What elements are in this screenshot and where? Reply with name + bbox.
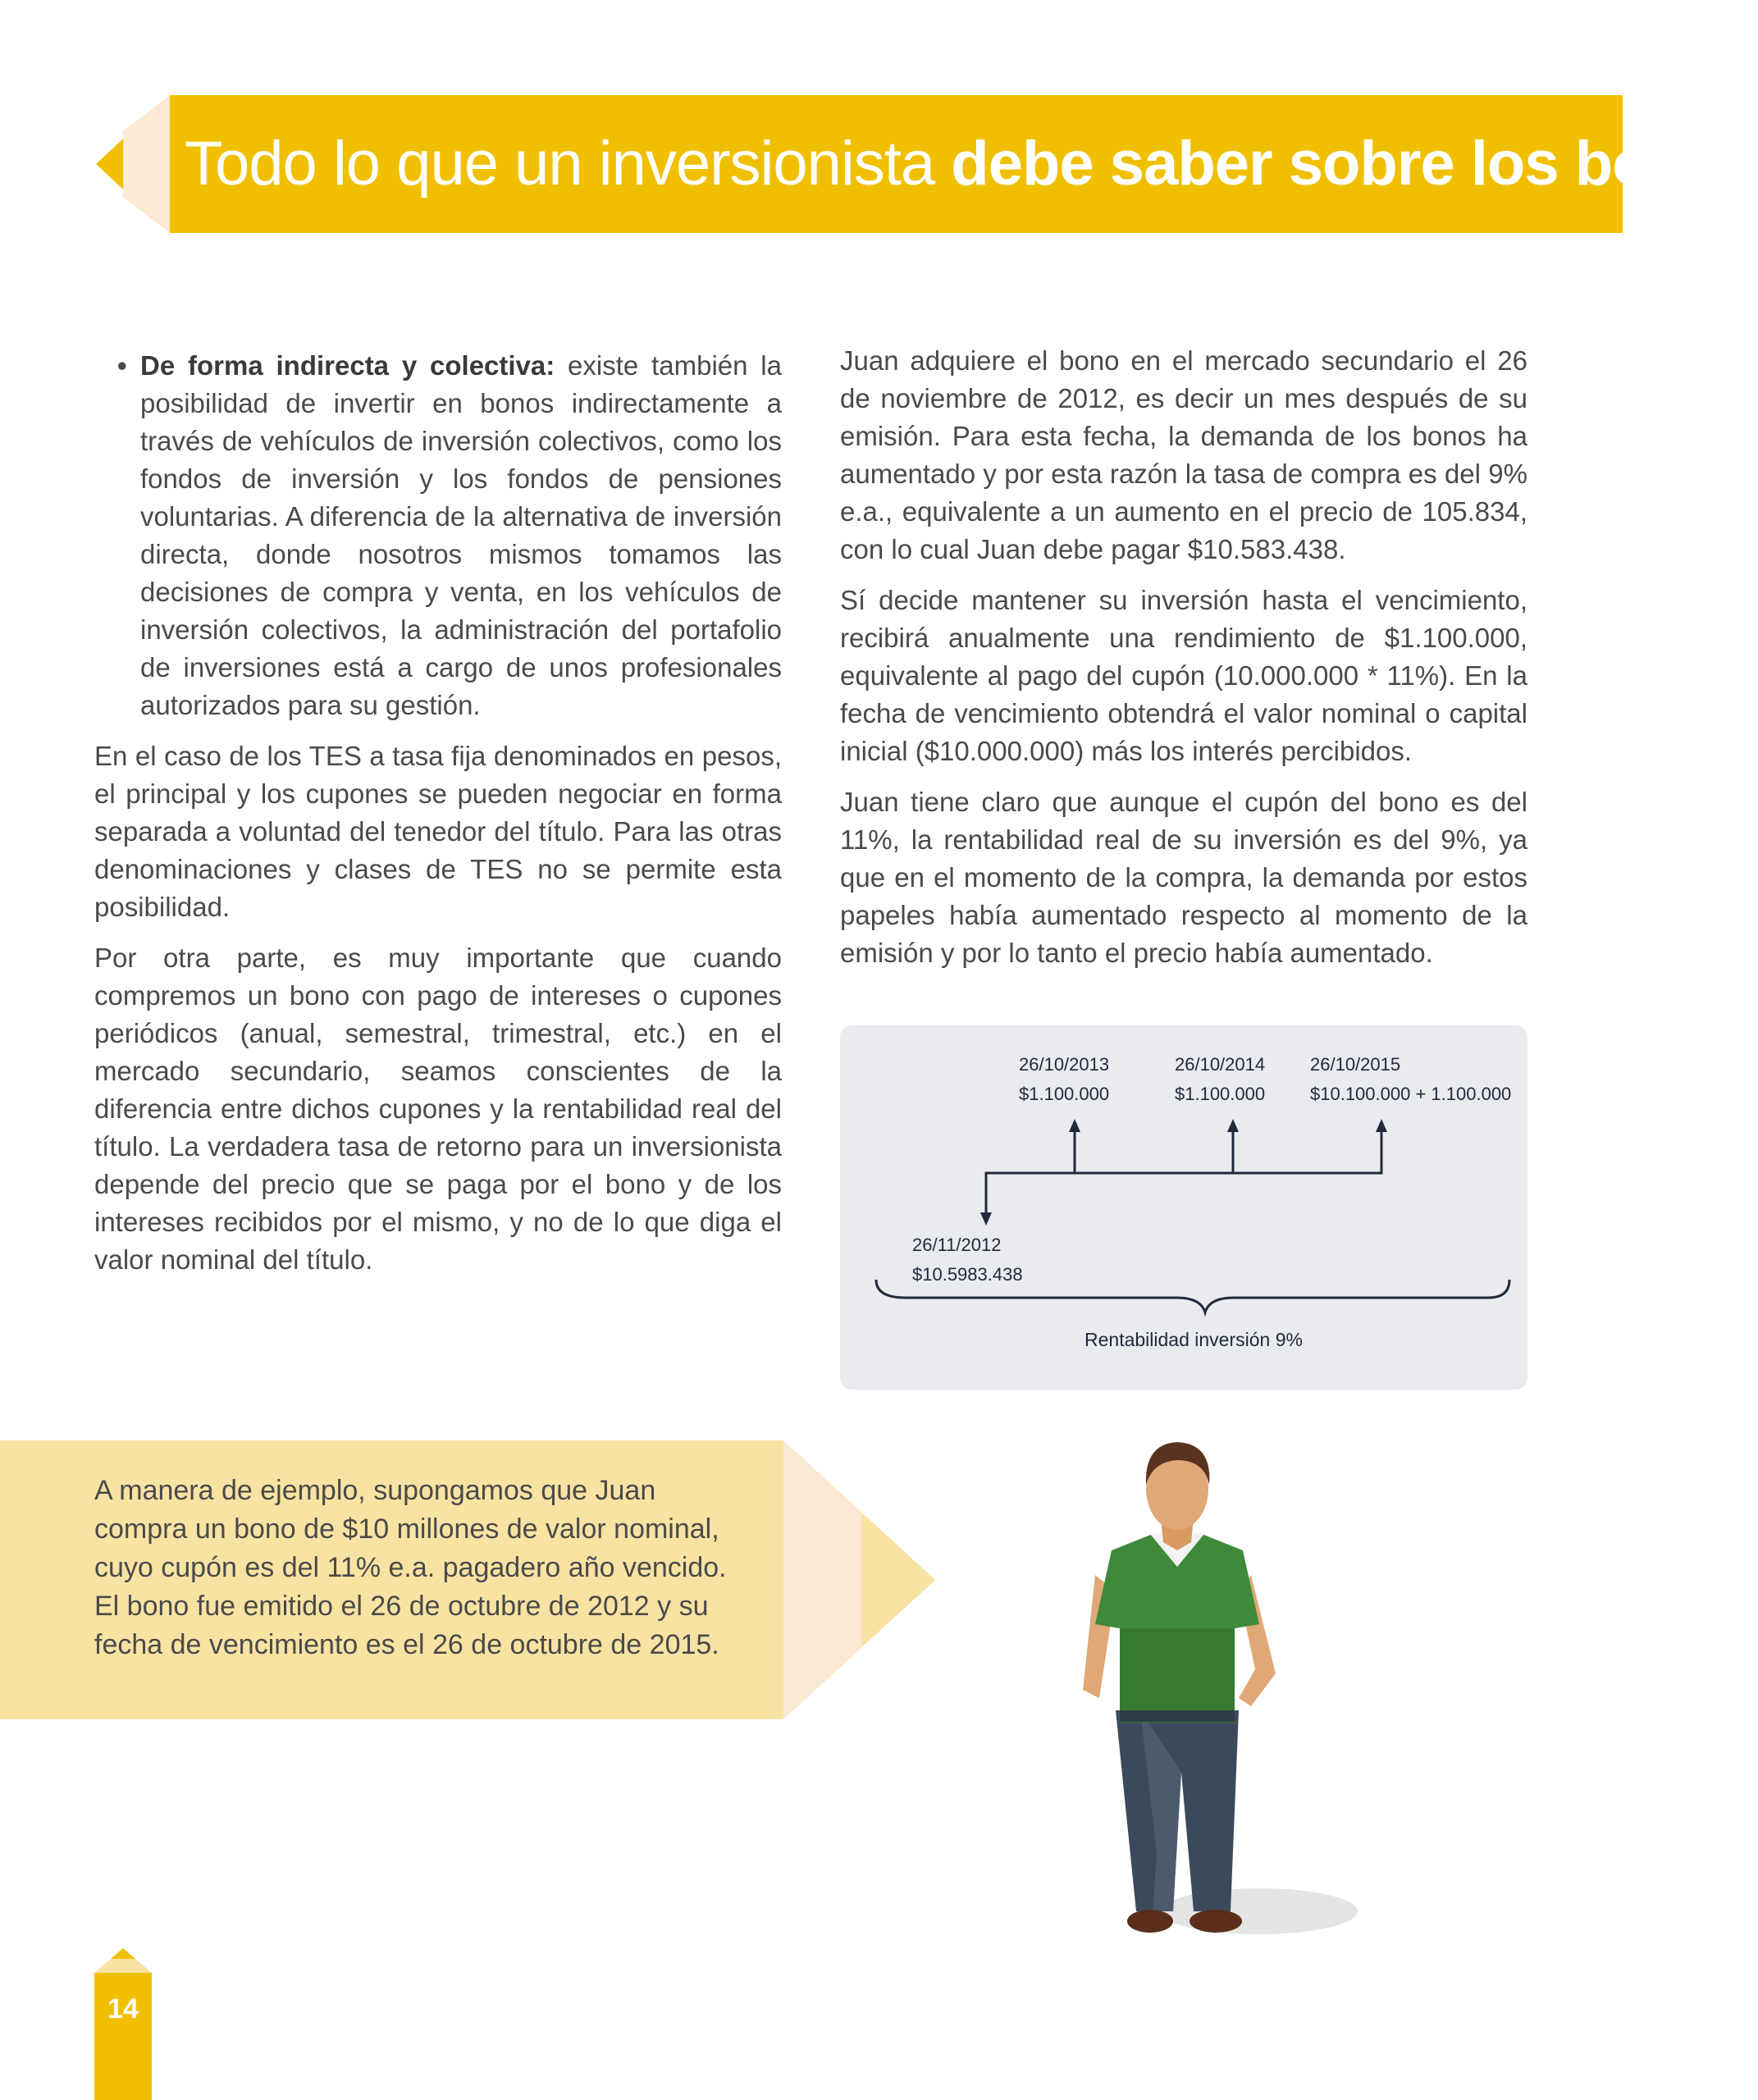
outflow-amount: $10.5983.438 [912,1264,1023,1285]
inflow-amount: $1.100.000 [1019,1084,1110,1104]
outflow-purchase [912,1230,1023,1290]
cashflow-timeline [840,1025,1527,1390]
left-column [94,347,782,1292]
arrow-up-icon [1227,1119,1239,1132]
inflow-amount: $1.100.000 [1175,1084,1266,1104]
paragraph-juan-claro: Juan tiene claro que aunque el cupón del bono es del 11%, la rentabilidad real de su inversión es del 9%, ya que en el momento de la compra, la demanda por estos papeles había aumentado respecto al momento de la emisión y por lo tanto el precio había aumentado. [840,787,1527,968]
page-number: 14 [107,1993,139,2025]
title-bold: debe saber sobre los bonos [951,129,1758,199]
page-title [185,95,1758,233]
inflow-2014 [1175,1050,1265,1109]
title-light: Todo lo que un inversionista [185,129,952,199]
arrow-down-icon [980,1212,992,1226]
inflow-2013 [1019,1050,1109,1109]
bullet-dot-icon: • [117,350,127,381]
bullet-lead: De forma indirecta y colectiva: [140,350,555,381]
bullet-text: existe también la posibilidad de invertir en bonos indirectamente a través de vehículos de inversión colectivos, como los fondos de inversión y los fondos de pensiones voluntarias. A diferencia de la alternativa de inversión directa, donde nosotros mismos tomamos las decisiones de compra y venta, en los vehículos de inversión colectivos, la administración del portafolio de inversiones está a cargo de unos profesionales autorizados para su gestión. [140,350,782,720]
paragraph-rentabilidad: Por otra parte, es muy importante que cuando compremos un bono con pago de intereses o cupones periódicos (anual, semestral, trimestral, etc.) en el mercado secundario, seamos conscientes de la diferencia entre dichos cupones y la rentabilidad real del título. La verdadera tasa de retorno para un inversionista depende del precio que se paga por el bono y de los intereses recibidos por el mismo, y no de lo que diga el valor nominal del título. [94,943,782,1275]
inflow-amount: $10.100.000 + 1.100.000 [1310,1084,1512,1104]
timeline-main-line [986,1128,1381,1210]
man-figure-icon [1058,1427,1370,1952]
arrow-up-icon [1069,1119,1080,1132]
callout-text: A manera de ejemplo, supongamos que Juan compra un bono de $10 millones de valor nominal, cuyo cupón es del 11% e.a. pagadero año vencido. El bono fue emitido el 26 de octubre de 2012 y su fecha de vencimiento es el 26 de octubre de 2015. [94,1475,727,1660]
paragraph-juan-mantiene: Sí decide mantener su inversión hasta el vencimiento, recibirá anualmente una rendimiento de $1.100.000, equivalente al pago del cupón (10.000.000 * 11%). En la fecha de vencimiento obtendrá el valor nominal o capital inicial ($10.000.000) más los interés percibidos. [840,585,1527,766]
inflow-date: 26/10/2013 [1019,1054,1110,1075]
outflow-date: 26/11/2012 [912,1235,1002,1255]
right-column [840,342,1527,985]
page-header [0,0,1758,246]
inflow-date: 26/10/2015 [1310,1054,1401,1075]
paragraph-juan-adquiere: Juan adquiere el bono en el mercado secundario el 26 de noviembre de 2012, es decir un mes después de su emisión. Para esta fecha, la demanda de los bonos ha aumentado y por esta razón la tasa de compra es del 9% e.a., equivalente a un aumento en el precio de 105.834, con lo cual Juan debe pagar $10.583.438. [840,345,1527,564]
timeline-caption: Rentabilidad inversión 9% [1084,1329,1303,1350]
investor-illustration [1058,1427,1370,1952]
paragraph-tes: En el caso de los TES a tasa fija denominados en pesos, el principal y los cupones se pueden negociar en forma separada a voluntad del tenedor del título. Para las otras denominaciones y clases de TES no se permite esta posibilidad. [94,741,782,922]
bullet-item [94,347,782,724]
inflow-date: 26/10/2014 [1175,1054,1266,1075]
arrow-up-icon [1376,1119,1387,1132]
inflow-2015 [1310,1050,1511,1109]
